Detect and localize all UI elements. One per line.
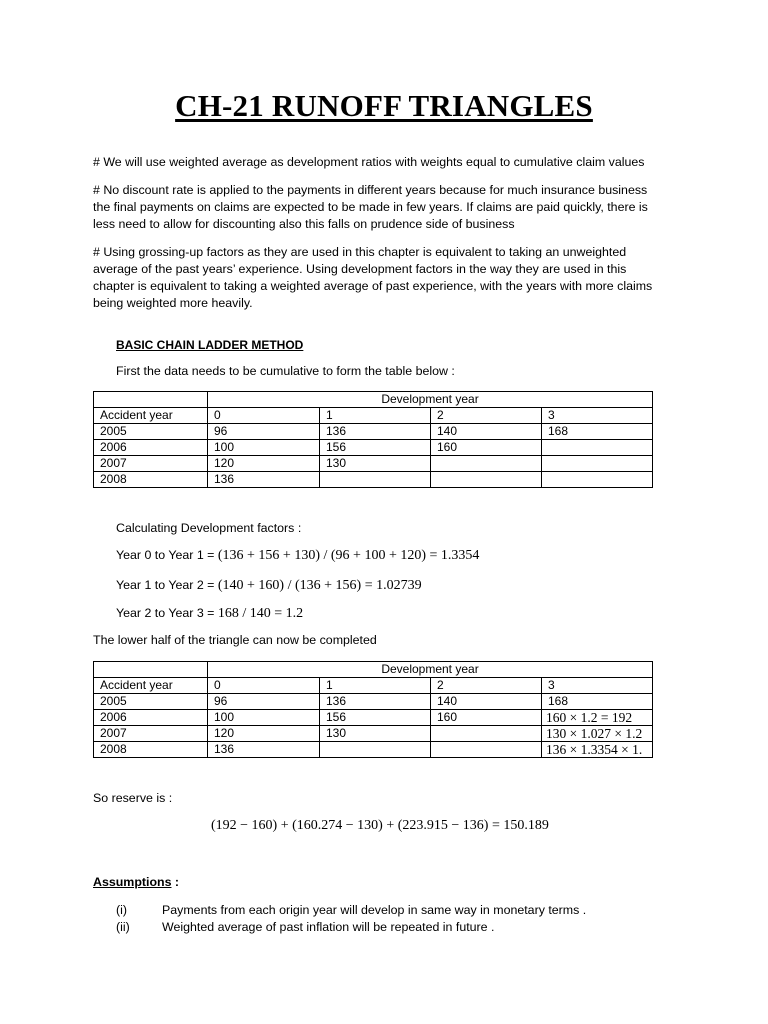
- row-year: 2008: [94, 742, 208, 758]
- table-cell: [431, 472, 542, 488]
- assumption-number: (i): [116, 903, 128, 917]
- assumption-item: [116, 903, 586, 917]
- table-row: [94, 456, 653, 472]
- assumptions-heading: [93, 875, 179, 889]
- row-year: 2006: [94, 710, 208, 726]
- dev-factor-2-3: [116, 606, 303, 622]
- assumption-text: Weighted average of past inflation will be repeated in future .: [162, 920, 495, 934]
- assumption-number: (ii): [116, 920, 130, 934]
- table-cell: 100: [208, 440, 320, 456]
- column-header: 0: [208, 678, 320, 694]
- table-column-row: [94, 678, 653, 694]
- table-corner-cell: [94, 662, 208, 678]
- table-cell: [542, 472, 653, 488]
- dev-factor-label: Year 2 to Year 3 =: [116, 606, 215, 620]
- reserve-heading: So reserve is :: [93, 791, 173, 805]
- projected-cell: 130 × 1.027 × 1.2: [542, 726, 653, 742]
- column-header: 1: [320, 678, 431, 694]
- column-header: 3: [542, 408, 653, 424]
- table-cell: 96: [208, 694, 320, 710]
- section-heading: BASIC CHAIN LADDER METHOD: [116, 338, 304, 352]
- dev-factor-label: Year 0 to Year 1 =: [116, 548, 215, 562]
- table-cell: 156: [320, 710, 431, 726]
- completed-triangle-table: [93, 661, 653, 758]
- table-cell: [431, 726, 542, 742]
- table-row: [94, 694, 653, 710]
- intro-text: First the data needs to be cumulative to form the table below :: [116, 364, 455, 378]
- projected-cell: 160 × 1.2 = 192: [542, 710, 653, 726]
- table-cell: 136: [208, 742, 320, 758]
- table-row: [94, 440, 653, 456]
- row-year: 2007: [94, 456, 208, 472]
- table-cell: [542, 440, 653, 456]
- assumptions-title: Assumptions: [93, 875, 172, 889]
- table-cell: 168: [542, 694, 653, 710]
- dev-factor-0-1: [116, 548, 479, 564]
- development-year-header: Development year: [208, 392, 653, 408]
- paragraph-no-discount: # No discount rate is applied to the payments in different years because for much insurance business the final payments on claims are expected to be made in few years. If claims are paid quickly, there is less need to allow for discounting also this falls on prudence side of business: [93, 183, 648, 231]
- reserve-formula: (192 − 160) + (160.274 − 130) + (223.915 − 136) = 150.189: [211, 818, 549, 833]
- table-row: [94, 424, 653, 440]
- dev-factor-formula: 168 / 140 = 1.2: [217, 606, 304, 621]
- row-year: 2005: [94, 694, 208, 710]
- table-cell: 130: [320, 726, 431, 742]
- table-cell: 120: [208, 456, 320, 472]
- table-cell: 168: [542, 424, 653, 440]
- table-cell: 160: [431, 710, 542, 726]
- table-cell: 120: [208, 726, 320, 742]
- table-cell: 136: [320, 424, 431, 440]
- table-cell: 136: [208, 472, 320, 488]
- dev-factor-1-2: [116, 578, 422, 594]
- assumption-item: [116, 920, 494, 934]
- dev-factor-formula: (136 + 156 + 130) / (96 + 100 + 120) = 1.3354: [217, 548, 480, 563]
- paragraph-weighted-average: # We will use weighted average as development ratios with weights equal to cumulative claim values: [93, 155, 645, 169]
- assumptions-suffix: :: [171, 875, 180, 889]
- row-year: 2005: [94, 424, 208, 440]
- dev-factor-formula: (140 + 160) / (136 + 156) = 1.02739: [217, 578, 422, 593]
- page-title: CH-21 RUNOFF TRIANGLES: [175, 88, 593, 123]
- row-year: 2008: [94, 472, 208, 488]
- accident-year-header: Accident year: [94, 408, 208, 424]
- table-row: [94, 742, 653, 758]
- projected-cell: 136 × 1.3354 × 1.: [542, 742, 653, 758]
- table-cell: 140: [431, 694, 542, 710]
- lower-half-text: The lower half of the triangle can now be completed: [93, 633, 377, 647]
- cumulative-claims-table: [93, 391, 653, 488]
- table-cell: [542, 456, 653, 472]
- paragraph-grossing-up: # Using grossing-up factors as they are used in this chapter is equivalent to taking an unweighted average of the past years’ experience. Using development factors in the way they are used in this chapter is equivalent to taking a weighted average of past experience, with the years with more claims being weighted more heavily.: [93, 245, 653, 310]
- assumption-text: Payments from each origin year will develop in same way in monetary terms .: [162, 903, 587, 917]
- table-corner-cell: [94, 392, 208, 408]
- dev-factors-heading: Calculating Development factors :: [116, 521, 302, 535]
- table-header-row: [94, 662, 653, 678]
- table-cell: [320, 472, 431, 488]
- table-header-row: [94, 392, 653, 408]
- table-cell: [431, 456, 542, 472]
- table-cell: 100: [208, 710, 320, 726]
- table-cell: [431, 742, 542, 758]
- table-column-row: [94, 408, 653, 424]
- development-year-header: Development year: [208, 662, 653, 678]
- column-header: 2: [431, 408, 542, 424]
- table-cell: 160: [431, 440, 542, 456]
- table-cell: 130: [320, 456, 431, 472]
- row-year: 2007: [94, 726, 208, 742]
- column-header: 2: [431, 678, 542, 694]
- column-header: 1: [320, 408, 431, 424]
- table-row: [94, 726, 653, 742]
- table-row: [94, 472, 653, 488]
- column-header: 0: [208, 408, 320, 424]
- table-cell: 136: [320, 694, 431, 710]
- column-header: 3: [542, 678, 653, 694]
- table-cell: 96: [208, 424, 320, 440]
- table-row: [94, 710, 653, 726]
- dev-factor-label: Year 1 to Year 2 =: [116, 578, 215, 592]
- table-cell: [320, 742, 431, 758]
- accident-year-header: Accident year: [94, 678, 208, 694]
- table-cell: 156: [320, 440, 431, 456]
- row-year: 2006: [94, 440, 208, 456]
- table-cell: 140: [431, 424, 542, 440]
